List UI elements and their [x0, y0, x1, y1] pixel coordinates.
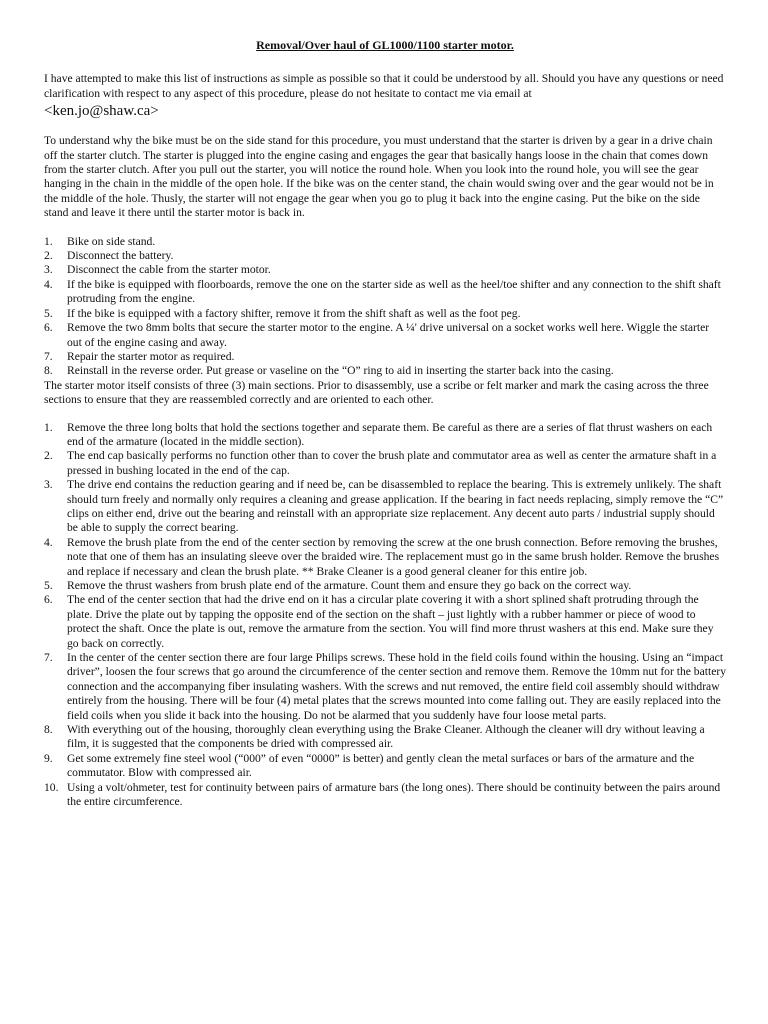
list-item: 3. The drive end contains the reduction gearing and if need be, can be disassembled to replace the bearing. This is extremely unlikely. The shaft should turn freely and normally only requires a cleaning and grease application. If the bearing in fact needs replacing, simply remove the “C” clips on either end, drive out the bearing and reinstall with an appropriate size replacement. Any decent auto parts / industrial supply should be able to supply the correct bearing.	[44, 478, 724, 535]
list-item: 2. The end cap basically performs no function other than to cover the brush plate and commutator area as well as center the armature shaft in a pressed in bushing located in the end of the cap.	[44, 449, 717, 477]
starter-sections-paragraph: The starter motor itself consists of three (3) main sections. Prior to disassembly, use a scribe or felt marker and mark the casing across the three sections to ensure that they are reassembled correctly and are oriented to each other.	[44, 378, 709, 407]
document-title: Removal/Over haul of GL1000/1100 starter motor.	[256, 38, 514, 52]
list-item: 4. If the bike is equipped with floorboards, remove the one on the starter side as well as the heel/toe shifter and any connection to the shift shaft protruding from the engine.	[44, 277, 721, 306]
list-item: 5. Remove the thrust washers from brush plate end of the armature. Count them and ensure they go back on the correct way.	[44, 579, 632, 592]
list-item: 6. The end of the center section that had the drive end on it has a circular plate covering it with a short splined shaft protruding through the plate. Drive the plate out by tapping the opposite end of the section on the shaft – just lightly with a rubber hammer or piece of wood to protect the shaft. Once the plate is out, remove the armature from the section. You will find more thrust washers at this end. Make sure they go back on correctly.	[44, 593, 714, 650]
list-item: 8. Reinstall in the reverse order. Put grease or vaseline on the “O” ring to aid in inserting the starter back into the casing.	[44, 364, 614, 378]
list-item: 3. Disconnect the cable from the starter motor.	[44, 263, 271, 277]
overhaul-steps-list	[44, 421, 726, 810]
list-item: 1. Bike on side stand.	[44, 234, 156, 248]
list-item: 10. Using a volt/ohmeter, test for continuity between pairs of armature bars (the long ones). There should be continuity between the pairs around the entire circumference.	[44, 780, 721, 809]
list-item: 9. Get some extremely fine steel wool (“000” of even “0000” is better) and gently clean the metal surfaces or bars of the armature and the commutator. Blow with compressed air.	[44, 751, 695, 780]
list-item: 7. Repair the starter motor as required.	[44, 349, 235, 363]
list-item: 6. Remove the two 8mm bolts that secure the starter motor to the engine. A ¼' drive universal on a socket works well here. Wiggle the starter out of the engine casing and away.	[44, 321, 710, 349]
intro-text: I have attempted to make this list of instructions as simple as possible so that it could be understood by all. Should you have any questions or need clarification with respect to any aspect of this procedure, please do not hesitate to contact me via email at	[44, 72, 724, 100]
removal-steps-list	[44, 235, 726, 379]
intro-paragraph	[44, 72, 726, 120]
list-item: 4. Remove the brush plate from the end of the center section by removing the screw at the one brush connection. Before removing the brushes, note that one of them has an insulating sleeve over the braided wire. The replacement must go in the same brush holder. Remove the brushes and replace if necessary and clean the brush plate. ** Brake Cleaner is a good general cleaner for this entire job.	[44, 535, 720, 578]
list-item: 8. With everything out of the housing, thoroughly clean everything using the Brake Cleaner. Although the cleaner will dry without leaving a film, it is suggested that the components be dried with compressed air.	[44, 723, 705, 751]
list-item: 5. If the bike is equipped with a factory shifter, remove it from the shift shaft as well as the foot peg.	[44, 306, 521, 320]
side-stand-paragraph: To understand why the bike must be on the side stand for this procedure, you must understand that the starter is driven by a gear in a drive chain off the starter clutch. The starter is plugged into the engine casing and engages the gear that basically hangs loose in the chain that comes down from the starter clutch. After you pull out the starter, you will notice the round hole. When you look into the round hole, you will see the gear hanging in the chain in the middle of the open hole. If the bike was on the center stand, the chain would swing over and the gear would not be in the middle of the hole. Thusly, the starter will not engage the gear when you go to plug it back into the engine casing. Put the bike on the side stand and leave it there until the starter motor is back in.	[44, 134, 714, 220]
list-item: 2. Disconnect the battery.	[44, 249, 174, 263]
list-item: 1. Remove the three long bolts that hold the sections together and separate them. Be careful as there are a series of flat thrust washers on each end of the armature (located in the middle section).	[44, 420, 713, 448]
contact-email: <ken.jo@shaw.ca>	[44, 103, 159, 120]
list-item: 7. In the center of the center section there are four large Philips screws. These hold in the field coils found within the housing. Using an “impact driver”, loosen the four screws that go around the circumference of the center section and remove them. Remove the 10mm nut for the battery connection and the accompanying fiber insulating washers. With the screws and nut removed, the entire field coil assembly should withdraw entirely from the housing. There will be four (4) metal plates that the screws mounted into come falling out. They are easily replaced into the field coils when you slide it back into the housing. Do not be alarmed that you suddenly have four loose metal parts.	[44, 651, 726, 722]
